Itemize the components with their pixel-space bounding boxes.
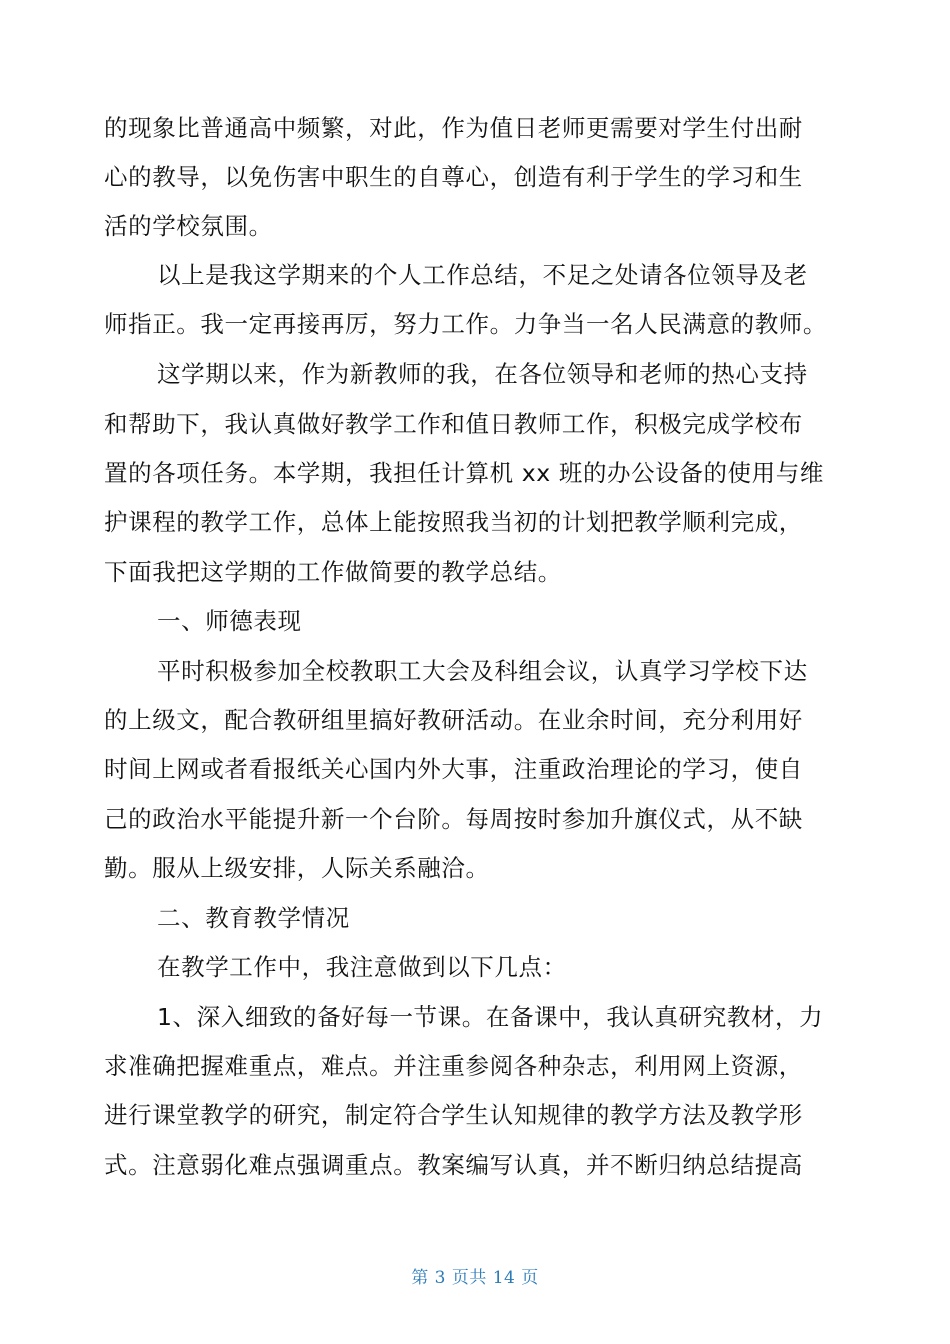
body-text-line: 时间上网或者看报纸关心国内外大事，注重政治理论的学习，使自 (104, 755, 803, 783)
body-text-line: 1、深入细致的备好每一节课。在备课中，我认真研究教材，力 (157, 1003, 824, 1031)
section-heading: 二、教育教学情况 (157, 904, 350, 932)
body-text-line: 进行课堂教学的研究，制定符合学生认知规律的教学方法及教学形 (104, 1101, 803, 1129)
body-text-line: 下面我把这学期的工作做简要的教学总结。 (104, 558, 562, 586)
body-text-line: 置的各项任务。本学期，我担任计算机 xx 班的办公设备的使用与维 (104, 459, 824, 487)
body-text-line: 心的教导，以免伤害中职生的自尊心，创造有利于学生的学习和生 (104, 163, 803, 191)
page-footer: 第 3 页共 14 页 (411, 1268, 539, 1288)
body-text-line: 式。注意弱化难点强调重点。教案编写认真，并不断归纳总结提高 (104, 1151, 803, 1179)
body-text-line: 以上是我这学期来的个人工作总结，不足之处请各位领导及老 (157, 261, 808, 289)
body-text-line: 师指正。我一定再接再厉，努力工作。力争当一名人民满意的教师。 (104, 310, 827, 338)
body-text-line: 的现象比普通高中频繁，对此，作为值日老师更需要对学生付出耐 (104, 114, 803, 142)
body-text-line: 平时积极参加全校教职工大会及科组会议，认真学习学校下达 (157, 657, 808, 685)
body-text-line: 求准确把握难重点，难点。并注重参阅各种杂志，利用网上资源， (104, 1052, 803, 1080)
body-text-line: 活的学校氛围。 (104, 212, 273, 240)
body-text-line: 己的政治水平能提升新一个台阶。每周按时参加升旗仪式，从不缺 (104, 805, 803, 833)
body-text-line: 和帮助下，我认真做好教学工作和值日教师工作，积极完成学校布 (104, 410, 803, 438)
body-text-line: 勤。服从上级安排，人际关系融洽。 (104, 854, 490, 882)
body-text-line: 护课程的教学工作，总体上能按照我当初的计划把教学顺利完成， (104, 508, 803, 536)
body-text-line: 在教学工作中，我注意做到以下几点： (157, 953, 567, 981)
body-text-line: 的上级文，配合教研组里搞好教研活动。在业余时间，充分利用好 (104, 706, 803, 734)
body-text-line: 这学期以来，作为新教师的我，在各位领导和老师的热心支持 (157, 360, 808, 388)
section-heading: 一、师德表现 (157, 607, 302, 635)
